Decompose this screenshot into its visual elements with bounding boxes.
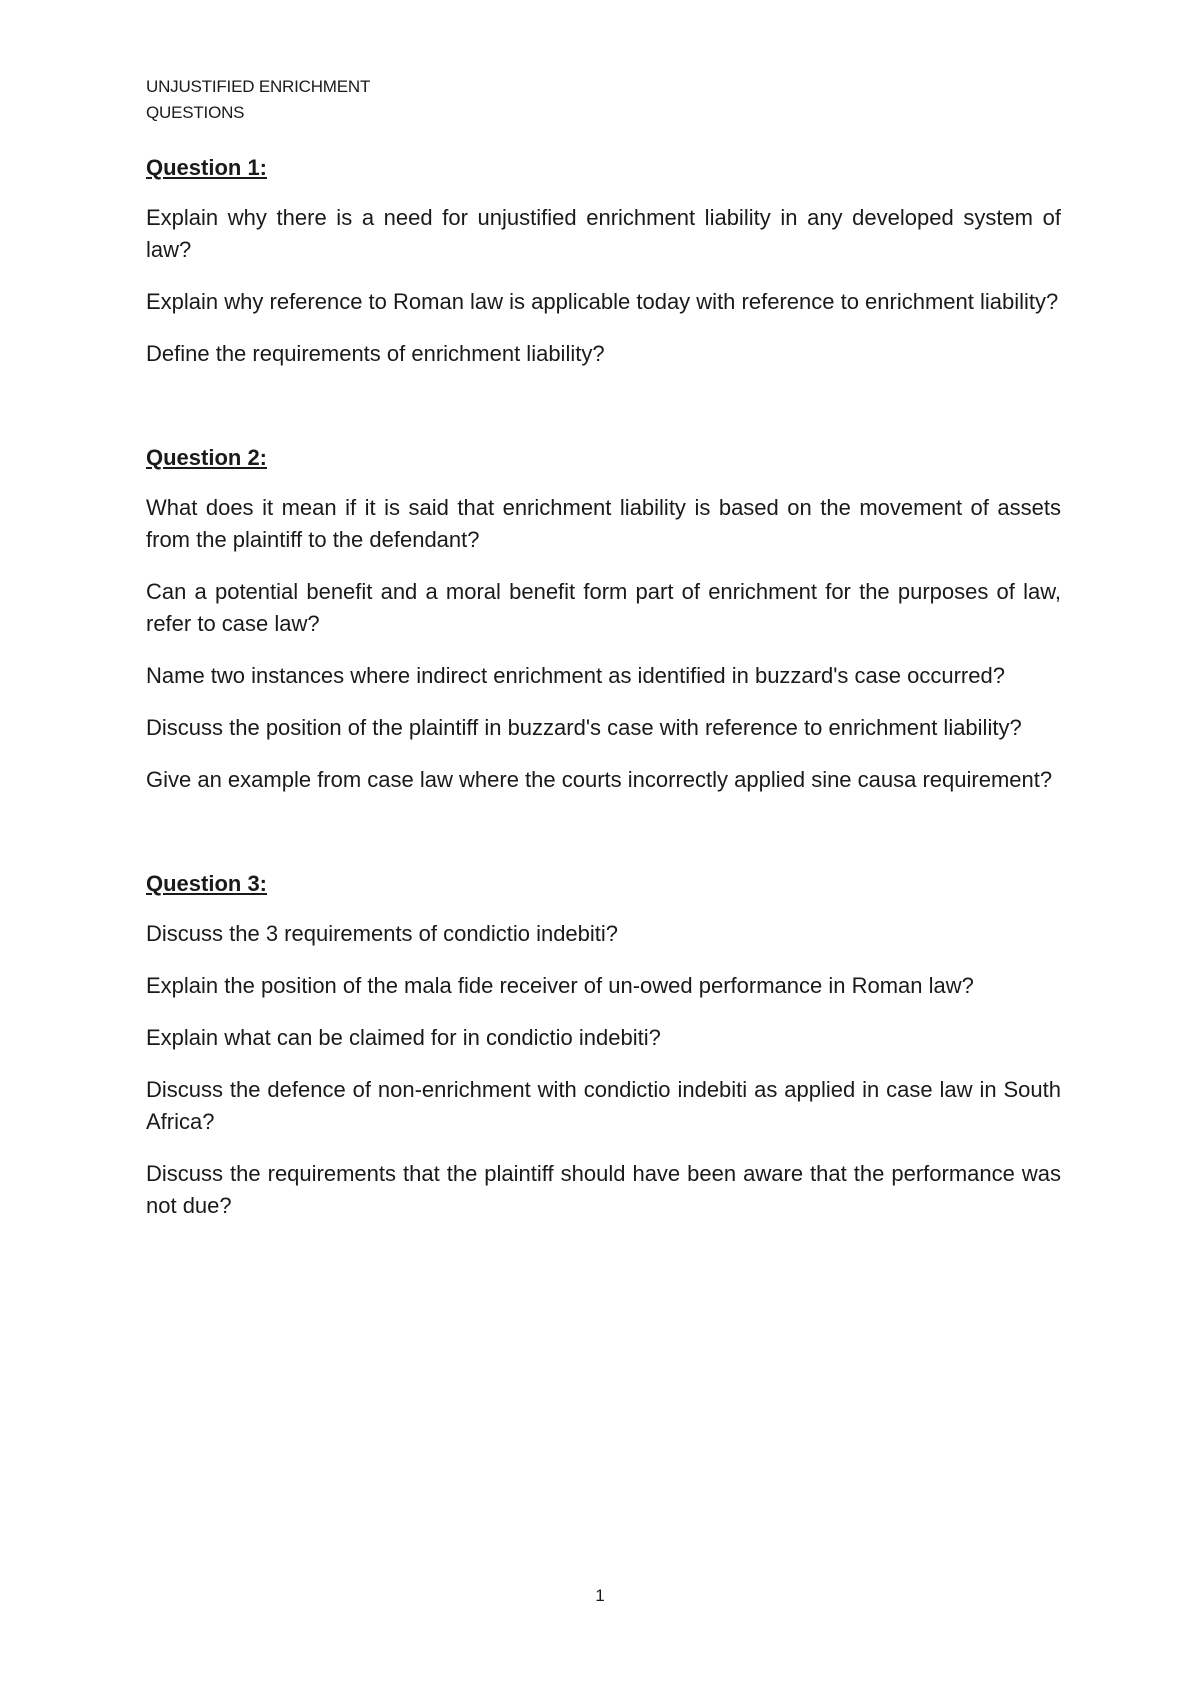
question-item: Discuss the defence of non-enrichment with condictio indebiti as applied in case law in South Africa? [146,1077,1061,1134]
header-title: UNJUSTIFIED ENRICHMENT [146,77,371,96]
question-item: Name two instances where indirect enrichment as identified in buzzard's case occurred? [146,663,1005,688]
page-number: 1 [595,1586,605,1605]
question-item: Discuss the position of the plaintiff in buzzard's case with reference to enrichment liability? [146,715,1022,740]
question-list [146,492,1061,796]
question-item: Define the requirements of enrichment liability? [146,341,605,366]
document-body [146,152,1061,1222]
question-item: Explain why there is a need for unjustified enrichment liability in any developed system of law? [146,205,1061,262]
question-item: Discuss the 3 requirements of condictio indebiti? [146,921,619,946]
question-heading: Question 2: [146,445,268,470]
question-section-1 [146,152,1061,370]
question-item: What does it mean if it is said that enrichment liability is based on the movement of assets from the plaintiff to the defendant? [146,495,1061,552]
question-item: Explain what can be claimed for in condictio indebiti? [146,1025,661,1050]
question-item: Discuss the requirements that the plaintiff should have been aware that the performance was not due? [146,1161,1061,1218]
document-header [146,74,370,126]
question-section-2 [146,442,1061,796]
question-section-3 [146,868,1061,1222]
question-item: Give an example from case law where the courts incorrectly applied sine causa requirement? [146,767,1053,792]
question-item: Explain the position of the mala fide receiver of un-owed performance in Roman law? [146,973,974,998]
question-item: Explain why reference to Roman law is applicable today with reference to enrichment liability? [146,289,1059,314]
question-heading: Question 1: [146,155,268,180]
question-list [146,918,1061,1222]
question-list [146,202,1061,370]
question-heading: Question 3: [146,871,268,896]
header-subtitle: QUESTIONS [146,103,245,122]
question-item: Can a potential benefit and a moral benefit form part of enrichment for the purposes of law, refer to case law? [146,579,1061,636]
